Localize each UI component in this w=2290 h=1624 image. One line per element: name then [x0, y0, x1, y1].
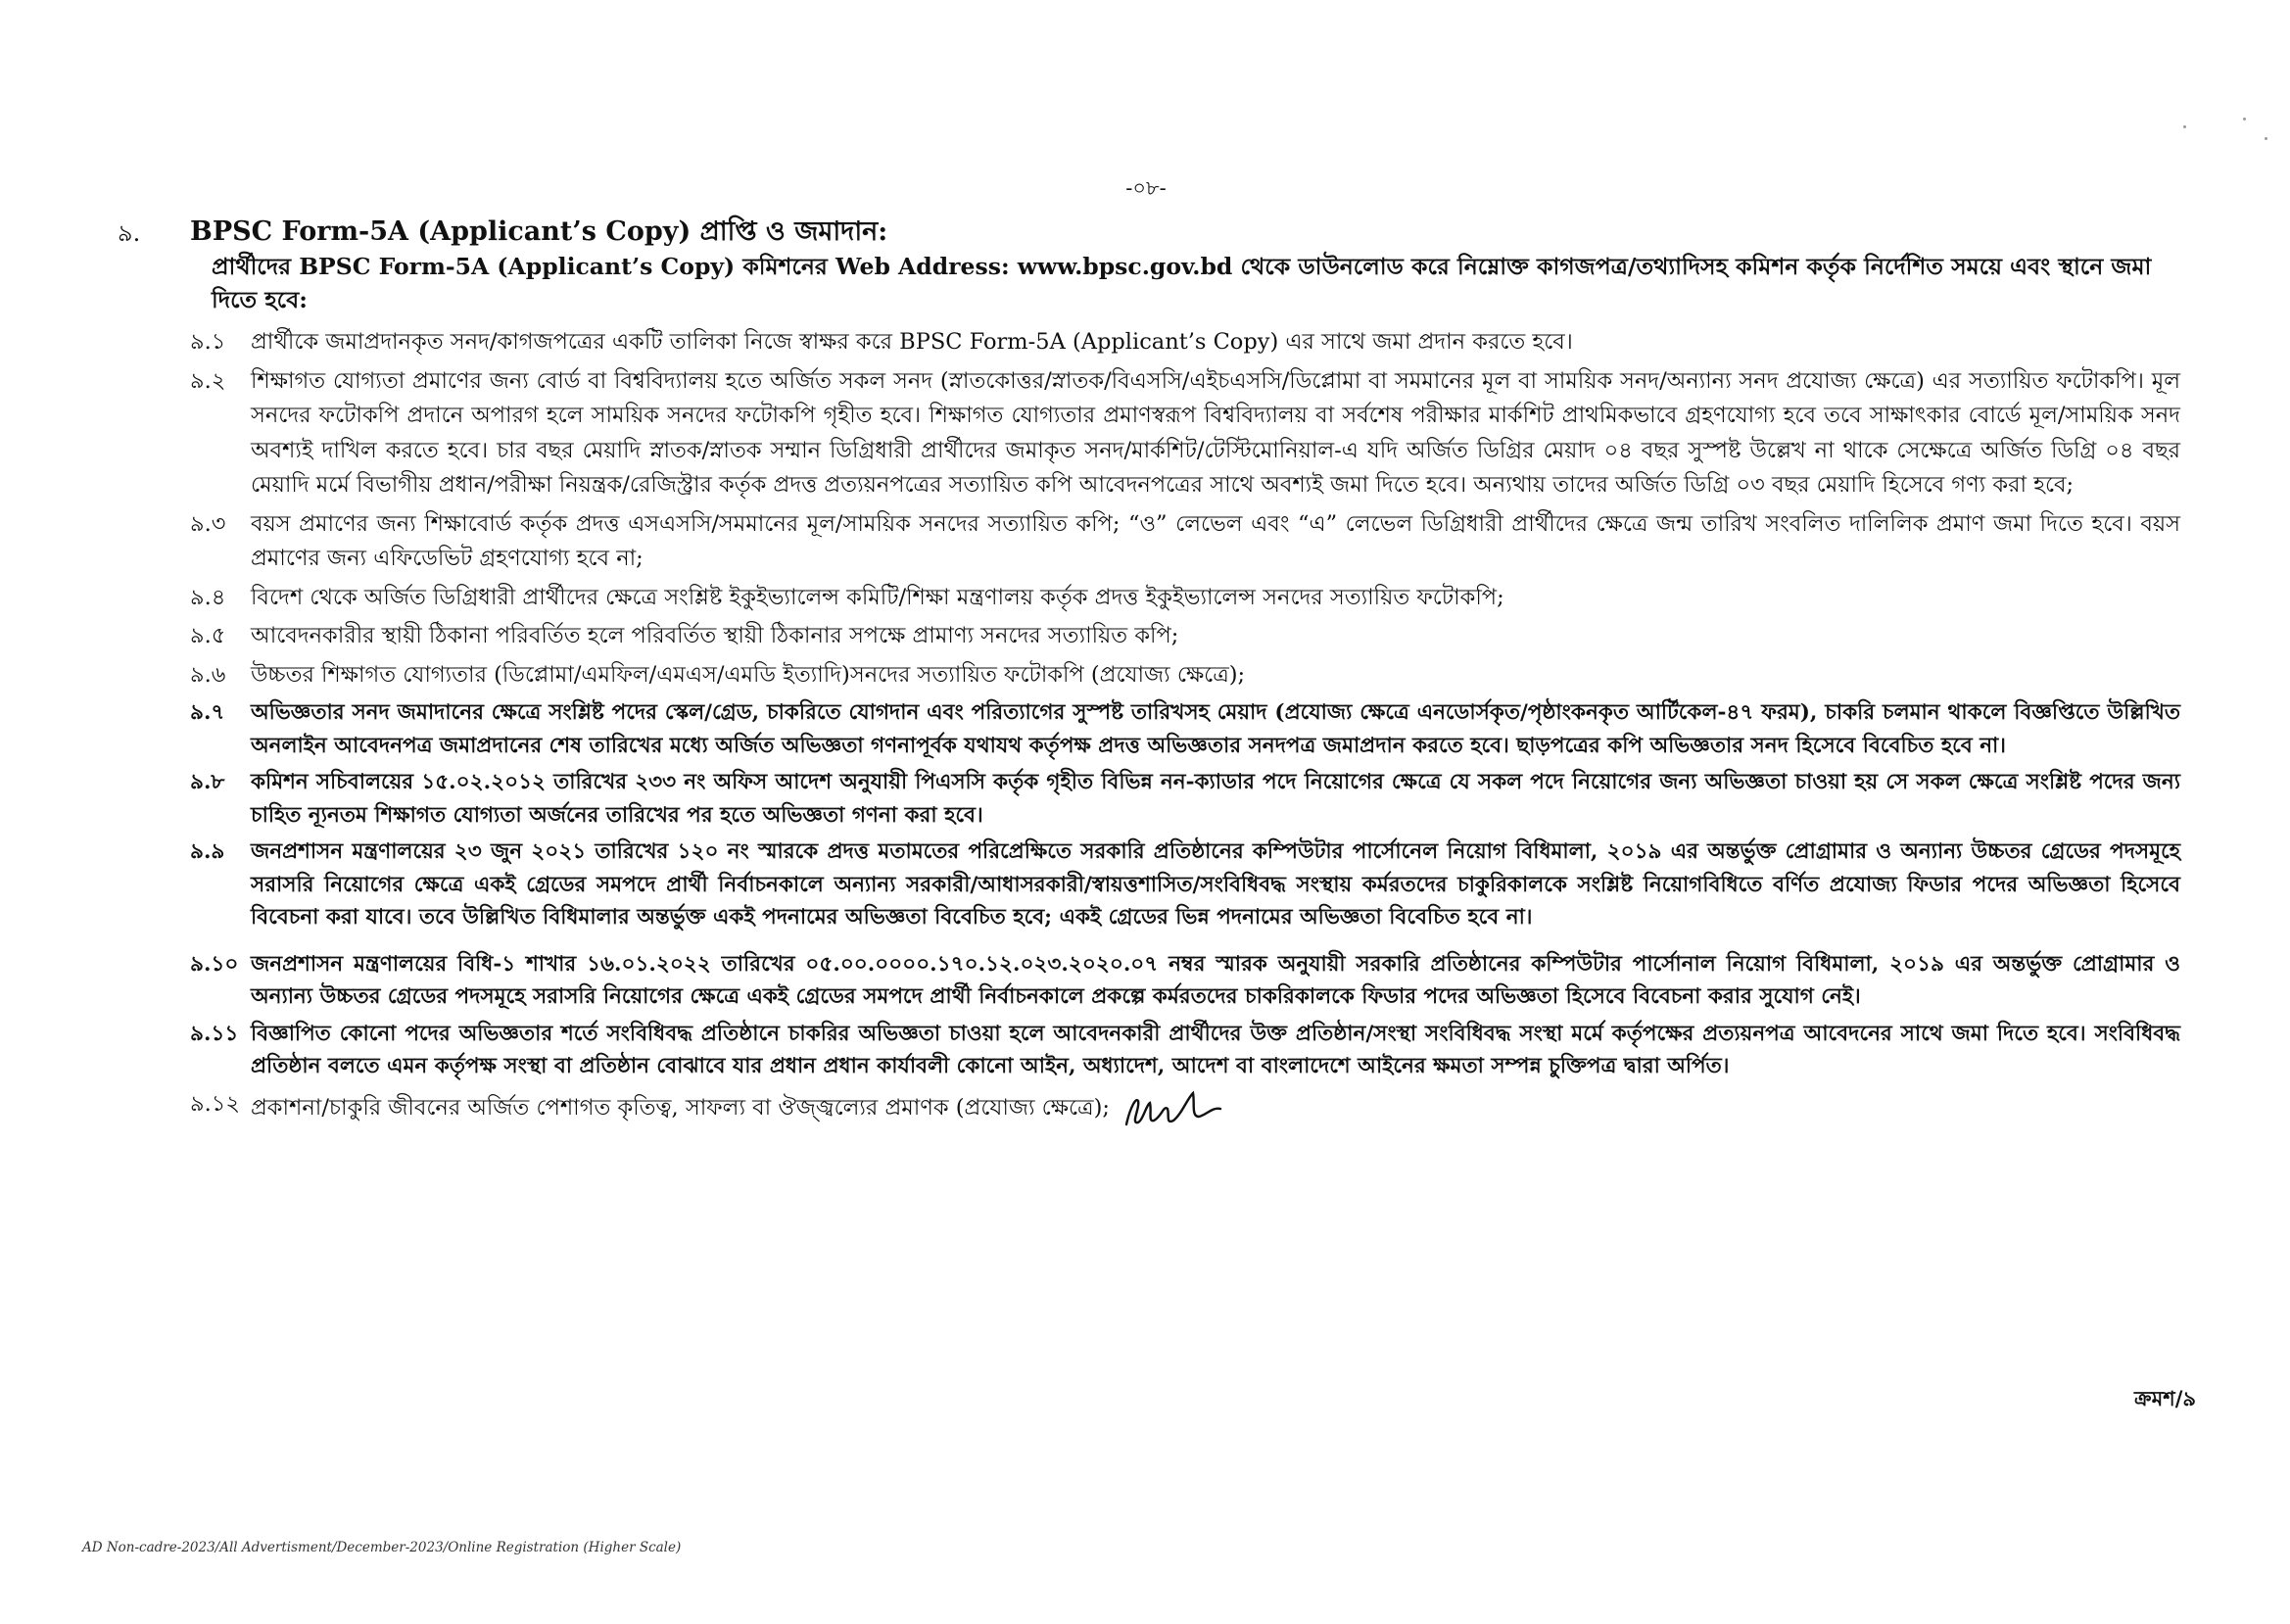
item-text: উচ্চতর শিক্ষাগত যোগ্যতার (ডিপ্লোমা/এমফিল/এমএস/এমডি ইত্যাদি)সনদের সত্যায়িত ফটোকপি (প্রযোজ্য ক্ষেত্রে);: [251, 661, 1246, 688]
list-item: [190, 948, 2180, 1014]
item-number: ৯.১: [190, 329, 226, 355]
item-number: ৯.১১: [190, 1021, 239, 1046]
section-intro: প্রার্থীদের BPSC Form-5A (Applicant’s Copy) কমিশনের Web Address: www.bpsc.gov.bd থেকে ডাউনলোড করে নিম্নোক্ত কাগজপত্র/তথ্যাদিসহ কমিশন কর্তৃক নির্দেশিত সময়ে এবং স্থানে জমা দিতে হবে:: [212, 253, 2152, 313]
section-title: BPSC Form-5A (Applicant’s Copy) প্রাপ্তি ও জমাদান:: [190, 216, 888, 247]
item-text: জনপ্রশাসন মন্ত্রণালয়ের ২৩ জুন ২০২১ তারিখের ১২০ নং স্মারকে প্রদত্ত মতামতের পরিপ্রেক্ষিতে সরকারি প্রতিষ্ঠানের কম্পিউটার পার্সোনেল নিয়োগ বিধিমালা, ২০১৯ এর অন্তর্ভুক্ত প্রোগ্রামার ও অন্যান্য উচ্চতর গ্রেডের পদসমূহে সরাসরি নিয়োগের ক্ষেত্রে একই গ্রেডের সমপদে প্রার্থী নির্বাচনকালে অন্যান্য সরকারী/আধাসরকারী/স্বায়ত্তশাসিত/সংবিধিবদ্ধ সংস্থায় কর্মরতদের চাকুরিকালকে সংশ্লিষ্ট নিয়োগবিধিতে বর্ণিত প্রযোজ্য ফিডার পদের অভিজ্ঞতা হিসেবে বিবেচনা করা যাবে। তবে উল্লিখিত বিধিমালার অন্তর্ভুক্ত একই পদনামের অভিজ্ঞতা বিবেচিত হবে; একই গ্রেডের ভিন্ন পদনামের অভিজ্ঞতা বিবেচিত হবে না।: [251, 839, 2180, 930]
item-text: বয়স প্রমাণের জন্য শিক্ষাবোর্ড কর্তৃক প্রদত্ত এসএসসি/সমমানের মূল/সাময়িক সনদের সত্যায়িত কপি; “ও” লেভেল এবং “এ” লেভেল ডিগ্রিধারী প্রার্থীদের ক্ষেত্রে জন্ম তারিখ সংবলিত দালিলিক প্রমাণ জমা দিতে হবে। বয়স প্রমাণের জন্য এফিডেভিট গ্রহণযোগ্য হবে না;: [251, 510, 2181, 571]
scan-speck: [2183, 125, 2186, 128]
list-item: [190, 364, 2180, 503]
item-number: ৯.৩: [190, 510, 226, 537]
item-text: শিক্ষাগত যোগ্যতা প্রমাণের জন্য বোর্ড বা বিশ্ববিদ্যালয় হতে অর্জিত সকল সনদ (স্নাতকোত্তর/স্নাতক/বিএসসি/এইচএসসি/ডিপ্লোমা বা সমমানের মূল বা সাময়িক সনদ/অন্যান্য সনদ প্রযোজ্য ক্ষেত্রে) এর সত্যায়িত ফটোকপি। মূল সনদের ফটোকপি প্রদানে অপারগ হলে সাময়িক সনদের ফটোকপি গৃহীত হবে। শিক্ষাগত যোগ্যতার প্রমাণস্বরূপ বিশ্ববিদ্যালয় বা সর্বশেষ পরীক্ষার মার্কশিট প্রাথমিকভাবে গ্রহণযোগ্য হবে তবে সাক্ষাৎকার বোর্ডে মূল/সাময়িক সনদ অবশ্যই দাখিল করতে হবে। চার বছর মেয়াদি স্নাতক/স্নাতক সম্মান ডিগ্রিধারী প্রার্থীদের জমাকৃত সনদ/মার্কশিট/টেস্টিমোনিয়াল-এ যদি অর্জিত ডিগ্রির মেয়াদ ০৪ বছর সুস্পষ্ট উল্লেখ না থাকে সেক্ষেত্রে অর্জিত ডিগ্রি ০৪ বছর মেয়াদি মর্মে বিভাগীয় প্রধান/পরীক্ষা নিয়ন্ত্রক/রেজিস্ট্রার কর্তৃক প্রদত্ত প্রত্যয়নপত্রের সত্যায়িত কপি আবেদনপত্রের সাথে অবশ্যই জমা দিতে হবে। অন্যথায় তাদের অর্জিত ডিগ্রি ০৩ বছর মেয়াদি হিসেবে গণ্য করা হবে;: [251, 367, 2180, 498]
item-number: ৯.১২: [190, 1090, 240, 1117]
item-number: ৯.৪: [190, 584, 226, 610]
item-text: অভিজ্ঞতার সনদ জমাদানের ক্ষেত্রে সংশ্লিষ্ট পদের স্কেল/গ্রেড, চাকরিতে যোগদান এবং পরিত্যাগের সুস্পষ্ট তারিখসহ মেয়াদ (প্রযোজ্য ক্ষেত্রে এনডোর্সকৃত/পৃষ্ঠাংকনকৃত আর্টিকেল-৪৭ ফরম), চাকরি চলমান থাকলে বিজ্ঞপ্তিতে উল্লিখিত অনলাইন আবেদনপত্র জমাপ্রদানের শেষ তারিখের মধ্যে অর্জিত অভিজ্ঞতা গণনাপূর্বক যথাযথ কর্তৃপক্ষ প্রদত্ত অভিজ্ঞতার সনদপত্র জমাপ্রদান করতে হবে। ছাড়পত্রের কপি অভিজ্ঞতার সনদ হিসেবে বিবেচিত হবে না।: [251, 700, 2180, 758]
item-text: আবেদনকারীর স্থায়ী ঠিকানা পরিবর্তিত হলে পরিবর্তিত স্থায়ী ঠিকানার সপক্ষে প্রামাণ্য সনদের সত্যায়িত কপি;: [251, 623, 1179, 648]
list-item: [190, 658, 2180, 693]
list-item: [190, 325, 2180, 360]
continued-note: ক্রমশ/৯: [2134, 1386, 2196, 1410]
list-item: [190, 507, 2180, 577]
item-number: ৯.৬: [190, 661, 226, 688]
item-text: জনপ্রশাসন মন্ত্রণালয়ের বিধি-১ শাখার ১৬.০১.২০২২ তারিখের ০৫.০০.০০০০.১৭০.১২.০২৩.২০২০.০৭ নম্বর স্মারক অনুযায়ী সরকারি প্রতিষ্ঠানের কম্পিউটার পার্সোনাল নিয়োগ বিধিমালা, ২০১৯ এর অন্তর্ভুক্ত প্রোগ্রামার ও অন্যান্য উচ্চতর গ্রেডের পদসমূহে সরাসরি নিয়োগের ক্ষেত্রে একই গ্রেডের সমপদে প্রার্থী নির্বাচনকালে প্রকল্পে কর্মরতদের চাকরিকালকে ফিডার পদের অভিজ্ঞতা হিসেবে বিবেচনা করার সুযোগ নেই।: [251, 951, 2180, 1009]
item-text: কমিশন সচিবালয়ের ১৫.০২.২০১২ তারিখের ২৩৩ নং অফিস আদেশ অনুযায়ী পিএসসি কর্তৃক গৃহীত বিভিন্ন নন-ক্যাডার পদে নিয়োগের ক্ষেত্রে যে সকল পদে নিয়োগের জন্য অভিজ্ঞতা চাওয়া হয় সে সকল ক্ষেত্রে সংশ্লিষ্ট পদের জন্য চাহিত ন্যূনতম শিক্ষাগত যোগ্যতা অর্জনের তারিখের পর হতে অভিজ্ঞতা গণনা করা হবে।: [251, 770, 2180, 828]
item-text: বিদেশ থেকে অর্জিত ডিগ্রিধারী প্রার্থীদের ক্ষেত্রে সংশ্লিষ্ট ইকুইভ্যালেন্স কমিটি/শিক্ষা মন্ত্রণালয় কর্তৃক প্রদত্ত ইকুইভ্যালেন্স সনদের সত্যায়িত ফটোকপি;: [251, 584, 1504, 610]
list-item: [190, 1087, 2180, 1130]
scan-speck: [2265, 137, 2267, 140]
page-number: -০৮-: [1125, 176, 1167, 200]
list-item: [190, 766, 2180, 832]
list-item: [190, 619, 2180, 654]
scan-speck: [2243, 118, 2246, 120]
item-number: ৯.২: [190, 367, 226, 394]
list-item: [190, 581, 2180, 616]
item-number: ৯.৭: [190, 700, 225, 725]
item-number: ৯.৫: [190, 623, 226, 648]
list-item: [190, 836, 2180, 934]
item-number: ৯.১০: [190, 951, 239, 977]
requirements-list: [190, 325, 2180, 1134]
list-item: [190, 696, 2180, 762]
item-text: প্রার্থীকে জমাপ্রদানকৃত সনদ/কাগজপত্রের একটি তালিকা নিজে স্বাক্ষর করে BPSC Form-5A (Applicant’s Copy) এর সাথে জমা প্রদান করতে হবে।: [251, 329, 1573, 355]
item-number: ৯.৮: [190, 770, 225, 794]
item-text: বিজ্ঞাপিত কোনো পদের অভিজ্ঞতার শর্তে সংবিধিবদ্ধ প্রতিষ্ঠানে চাকরির অভিজ্ঞতা চাওয়া হলে আবেদনকারী প্রার্থীদের উক্ত প্রতিষ্ঠান/সংস্থা সংবিধিবদ্ধ সংস্থা মর্মে কর্তৃপক্ষের প্রত্যয়নপত্র আবেদনের সাথে জমা দিতে হবে। সংবিধিবদ্ধ প্রতিষ্ঠান বলতে এমন কর্তৃপক্ষ সংস্থা বা প্রতিষ্ঠান বোঝাবে যার প্রধান প্রধান কার্যাবলী কোনো আইন, অধ্যাদেশ, আদেশ বা বাংলাদেশে আইনের ক্ষমতা সম্পন্ন চুক্তিপত্র দ্বারা অর্পিত।: [251, 1021, 2180, 1078]
section-number: ৯.: [118, 219, 141, 247]
item-number: ৯.৯: [190, 839, 225, 864]
item-text: প্রকাশনা/চাকুরি জীবনের অর্জিত পেশাগত কৃতিত্ব, সাফল্য বা ঔজ্জ্বল্যের প্রমাণক (প্রযোজ্য ক্ষেত্রে);: [251, 1094, 1110, 1121]
footer-path: AD Non-cadre-2023/All Advertisment/December-2023/Online Registration (Higher Scale): [82, 1540, 682, 1555]
list-item: [190, 1018, 2180, 1083]
signature-icon: [1122, 1087, 1224, 1130]
